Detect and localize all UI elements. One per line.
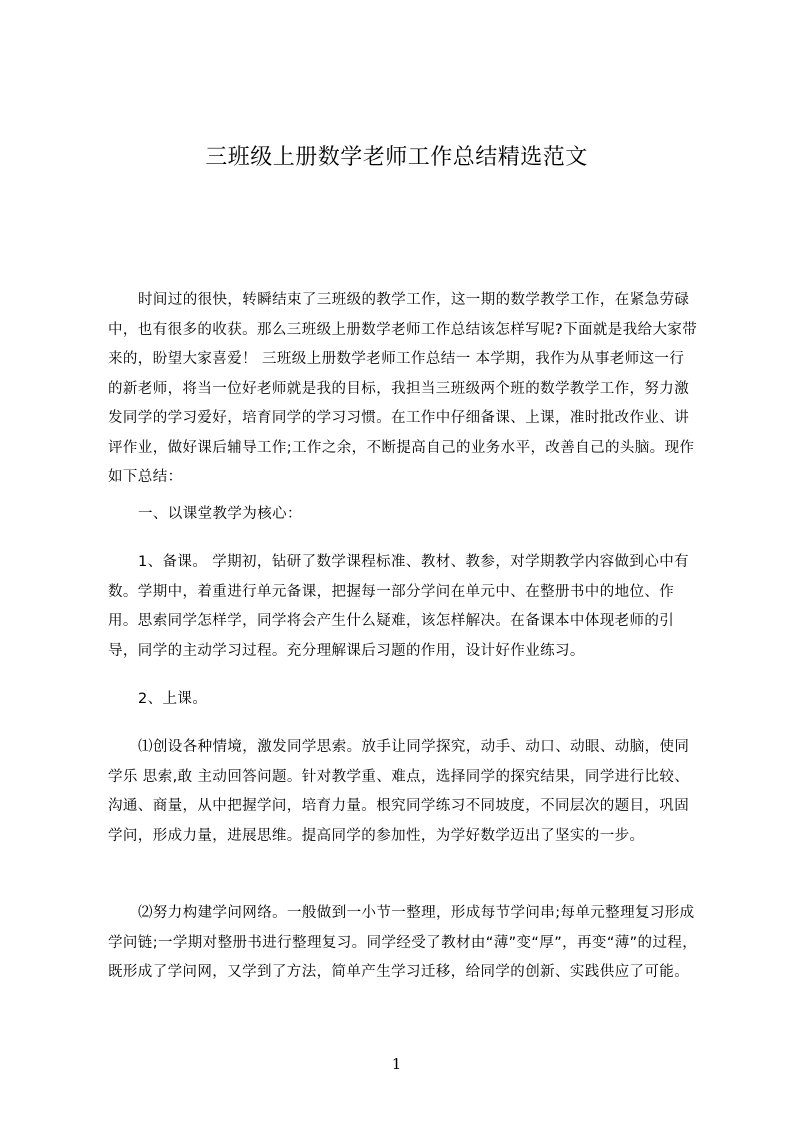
section-heading-class: 2、上课。 — [138, 691, 208, 707]
document-title: 三班级上册数学老师工作总结精选范文 — [205, 145, 588, 170]
situations-paragraph: ⑴创设各种情境，激发同学思索。放手让同学探究，动手、动口、动眼、动脑，使同学乐 思索,敢 主动回答问题。针对教学重、难点，选择同学的探究结果，同学进行比较、沟通、商量，从中把握学问，培育力量。根究同学练习不同坡度，不同层次的题目，巩固学问，形成力量，进展思维。提高同学的参加性，为学好数学迈出了坚实的一步。 — [108, 739, 690, 844]
lesson-prep-paragraph: 1、备课。 学期初，钻研了数学课程标准、教材、教参，对学期教学内容做到心中有数。学期中，着重进行单元备课，把握每一部分学问在单元中、在整册书中的地位、作用。思索同学怎样学，同学将会产生什么疑难，该怎样解决。在备课本中体现老师的引导，同学的主动学习过程。充分理解课后习题的作用，设计好作业练习。 — [108, 554, 690, 659]
knowledge-network-paragraph: ⑵努力构建学问网络。一般做到一小节一整理，形成每节学问串;每单元整理复习形成学问链;一学期对整册书进行整理复习。同学经受了教材由“薄”变“厚”，再变“薄”的过程，既形成了学问网，又学到了方法，简单产生学习迁移，给同学的创新、实践供应了可能。 — [108, 905, 698, 980]
intro-paragraph: 时间过的很快，转瞬结束了三班级的教学工作，这一期的数学教学工作，在紧急劳碌中，也有很多的收获。那么三班级上册数学老师工作总结该怎样写呢?下面就是我给大家带来的，盼望大家喜爱！ 三班级上册数学老师工作总结一 本学期，我作为从事老师这一行的新老师，将当一位好老师就是我的目标，我担当三班级两个班的数学教学工作，努力激发同学的学习爱好，培育同学的学习习惯。在工作中仔细备课、上课，准时批改作业、讲评作业，做好课后辅导工作;工作之余，不断提高自己的业务水平，改善自己的头脑。现作如下总结： — [108, 292, 698, 485]
section-heading-classroom-teaching: 一、以课堂教学为核心： — [138, 506, 302, 522]
page-number: 1 — [391, 1055, 402, 1073]
